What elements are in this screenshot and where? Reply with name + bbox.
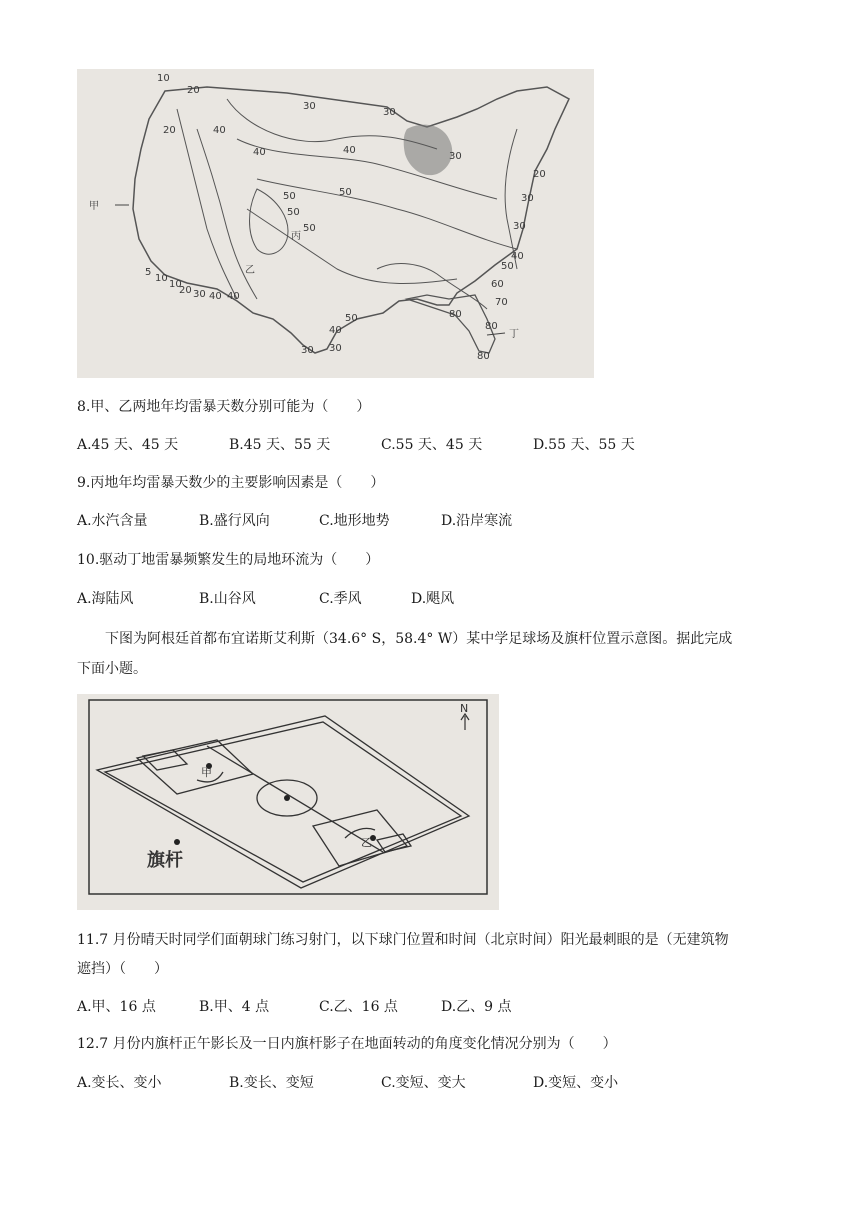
isoline-label: 5 (145, 267, 152, 278)
isoline-labels (145, 73, 546, 362)
q10-option-a[interactable]: A.海陆风 (77, 591, 134, 607)
isoline-label: 80 (449, 309, 462, 320)
isoline-label: 30 (513, 221, 526, 232)
isoline-label: 50 (345, 313, 358, 324)
isoline-label: 40 (343, 145, 356, 156)
isoline-label: 40 (511, 251, 524, 262)
q12-option-d[interactable]: D.变短、变小 (533, 1075, 619, 1091)
q11-stem-line-1: 11.7 月份晴天时同学们面朝球门练习射门，以下球门位置和时间（北京时间）阳光最刺眼的是（无建筑物 (77, 932, 729, 948)
q10-stem: 10.驱动丁地雷暴频繁发生的局地环流为（ ） (77, 552, 380, 568)
intro-line-1-text: 下图为阿根廷首都布宜诺斯艾利斯（34.6° S，58.4° W）某中学足球场及旗杆位置示意图。据此完成 (105, 631, 733, 647)
isoline-label: 70 (495, 297, 508, 308)
q9-option-a[interactable]: A.水汽含量 (77, 513, 148, 529)
q11-option-c[interactable]: C.乙、16 点 (319, 999, 398, 1015)
isoline-label: 20 (179, 285, 192, 296)
place-label-jia: 甲 (89, 201, 99, 212)
isoline-label: 60 (491, 279, 504, 290)
flagpole-marker (174, 839, 180, 845)
isolines (177, 99, 517, 309)
isoline-label: 20 (533, 169, 546, 180)
isoline-label: 30 (301, 345, 314, 356)
isoline-label: 80 (485, 321, 498, 332)
intro-line-1 (77, 624, 787, 654)
isoline-label: 30 (303, 101, 316, 112)
q10-option-b[interactable]: B.山谷风 (199, 591, 256, 607)
q11-stem-line-2: 遮挡）（ ） (77, 961, 168, 977)
isoline-label: 40 (227, 291, 240, 302)
q9-option-c[interactable]: C.地形地势 (319, 513, 390, 529)
football-field-diagram (77, 694, 499, 910)
isoline-label: 30 (449, 151, 462, 162)
q8-stem: 8.甲、乙两地年均雷暴天数分别可能为（ ） (77, 399, 371, 415)
great-lakes (404, 125, 453, 175)
q11-option-d[interactable]: D.乙、9 点 (441, 999, 512, 1015)
q10-option-c[interactable]: C.季风 (319, 591, 362, 607)
isoline-label: 40 (329, 325, 342, 336)
isoline-label: 50 (303, 223, 316, 234)
q12-option-c[interactable]: C.变短、变大 (381, 1075, 466, 1091)
isoline-label: 40 (253, 147, 266, 158)
place-label-ding: 丁 (509, 329, 519, 340)
q8-option-c[interactable]: C.55 天、45 天 (381, 437, 483, 453)
q9-stem: 9.丙地年均雷暴天数少的主要影响因素是（ ） (77, 475, 385, 491)
isoline-label: 50 (501, 261, 514, 272)
q11-option-a[interactable]: A.甲、16 点 (77, 999, 156, 1015)
isoline-label: 50 (287, 207, 300, 218)
place-label-yi: 乙 (245, 265, 255, 276)
north-label: N (460, 702, 469, 715)
flagpole-label: 旗杆 (147, 850, 183, 871)
intro-paragraph (77, 624, 787, 684)
q8-option-a[interactable]: A.45 天、45 天 (77, 437, 179, 453)
goal-a-label: 甲 (201, 766, 212, 779)
q12-stem: 12.7 月份内旗杆正午影长及一日内旗杆影子在地面转动的角度变化情况分别为（ ） (77, 1036, 617, 1052)
isoline-label: 40 (213, 125, 226, 136)
isoline-label: 10 (169, 279, 182, 290)
q9-option-d[interactable]: D.沿岸寒流 (441, 513, 513, 529)
intro-line-2: 下面小题。 (77, 661, 147, 677)
ding-pointer (487, 333, 505, 335)
north-arrow-icon (460, 702, 469, 730)
isoline-label: 10 (155, 273, 168, 284)
q8-option-d[interactable]: D.55 天、55 天 (533, 437, 635, 453)
thunderstorm-isoline-map (77, 69, 594, 378)
isoline-label: 10 (157, 73, 170, 84)
field-drawing (77, 694, 499, 910)
isoline-label: 30 (193, 289, 206, 300)
isoline-label: 30 (521, 193, 534, 204)
isoline-label: 50 (283, 191, 296, 202)
isoline-label: 20 (163, 125, 176, 136)
isoline-label: 30 (329, 343, 342, 354)
isoline-label: 20 (187, 85, 200, 96)
isoline-label: 50 (339, 187, 352, 198)
goal-b-label: 乙 (361, 836, 372, 849)
map-drawing (77, 69, 594, 378)
q10-option-d[interactable]: D.飓风 (411, 591, 455, 607)
q12-option-b[interactable]: B.变长、变短 (229, 1075, 314, 1091)
isoline-label: 80 (477, 351, 490, 362)
isoline-label: 40 (209, 291, 222, 302)
florida-outline (407, 295, 495, 353)
q9-option-b[interactable]: B.盛行风向 (199, 513, 270, 529)
q12-option-a[interactable]: A.变长、变小 (77, 1075, 162, 1091)
q11-option-b[interactable]: B.甲、4 点 (199, 999, 270, 1015)
q8-option-b[interactable]: B.45 天、55 天 (229, 437, 331, 453)
center-spot (284, 795, 290, 801)
place-label-bing: 丙 (291, 231, 301, 242)
isoline-label: 30 (383, 107, 396, 118)
